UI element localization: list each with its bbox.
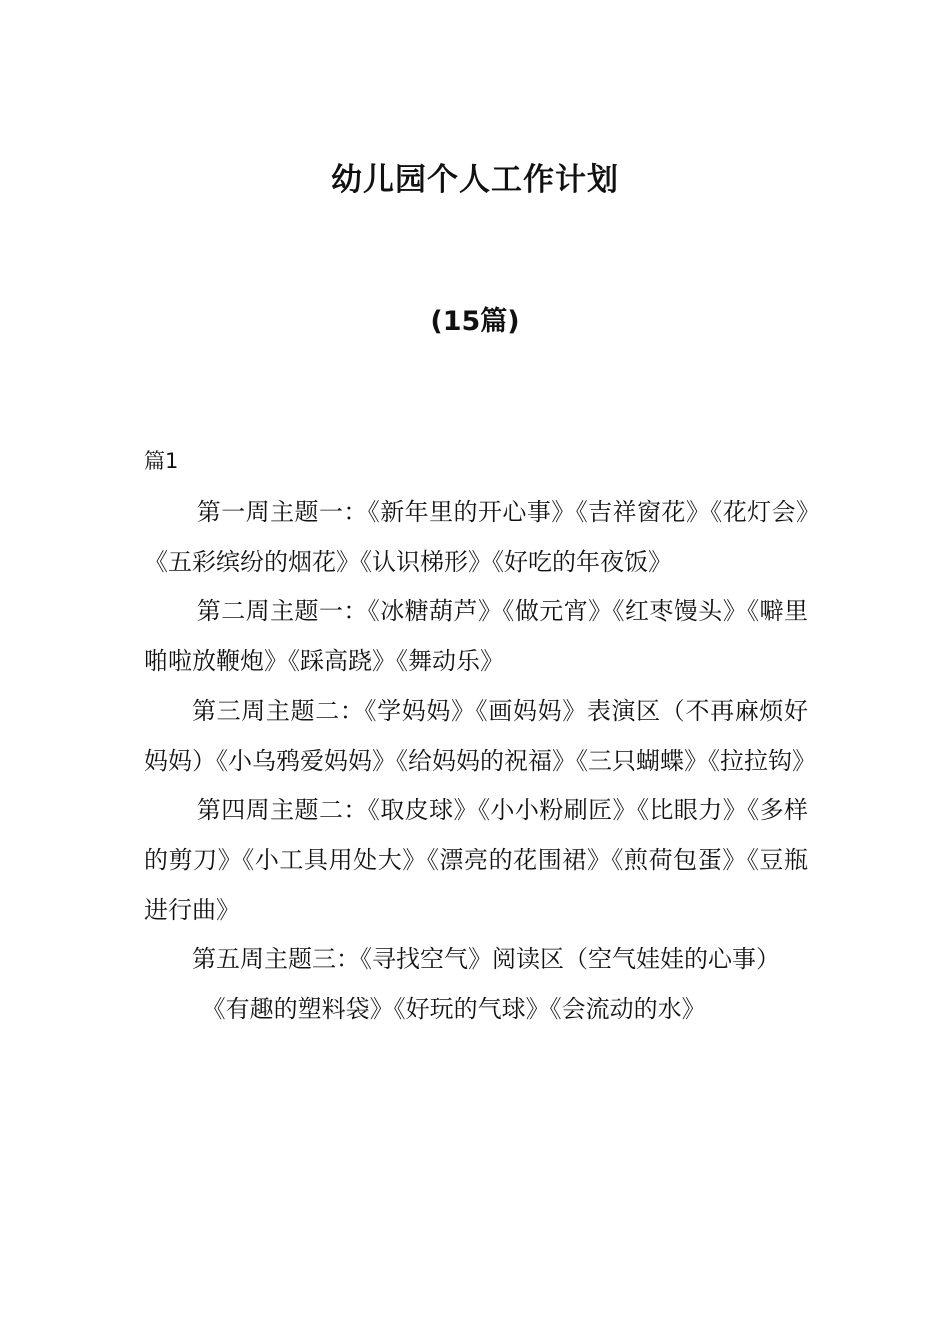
paragraph-week-3: 第三周主题二：《学妈妈》《画妈妈》表演区（不再麻烦好妈妈）《小乌鸦爱妈妈》《给妈妈的祝福》《三只蝴蝶》《拉拉钩》 (144, 696, 816, 775)
document-title: 幼儿园个人工作计划 (331, 162, 619, 198)
paragraph-week-5: 第五周主题三：《寻找空气》阅读区（空气娃娃的心事） (192, 945, 780, 974)
paragraph-week-4: 第四周主题二：《取皮球》《小小粉刷匠》《比眼力》《多样的剪刀》《小工具用处大》《漂亮的花围裙》《煎荷包蛋》《豆瓶进行曲》 (144, 796, 808, 924)
paragraph-week-2: 第二周主题一：《冰糖葫芦》《做元宵》《红枣馒头》《噼里啪啦放鞭炮》《踩高跷》《舞动乐》 (144, 597, 808, 676)
document-body (144, 488, 816, 1035)
paragraph-week-5-continued: 《有趣的塑料袋》《好玩的气球》《会流动的水》 (201, 995, 706, 1024)
paragraph-week-1: 第一周主题一：《新年里的开心事》《吉祥窗花》《花灯会》《五彩缤纷的烟花》《认识梯形》《好吃的年夜饭》 (144, 498, 808, 576)
section-label: 篇1 (144, 449, 179, 473)
document-subtitle: (15篇) (430, 306, 520, 337)
